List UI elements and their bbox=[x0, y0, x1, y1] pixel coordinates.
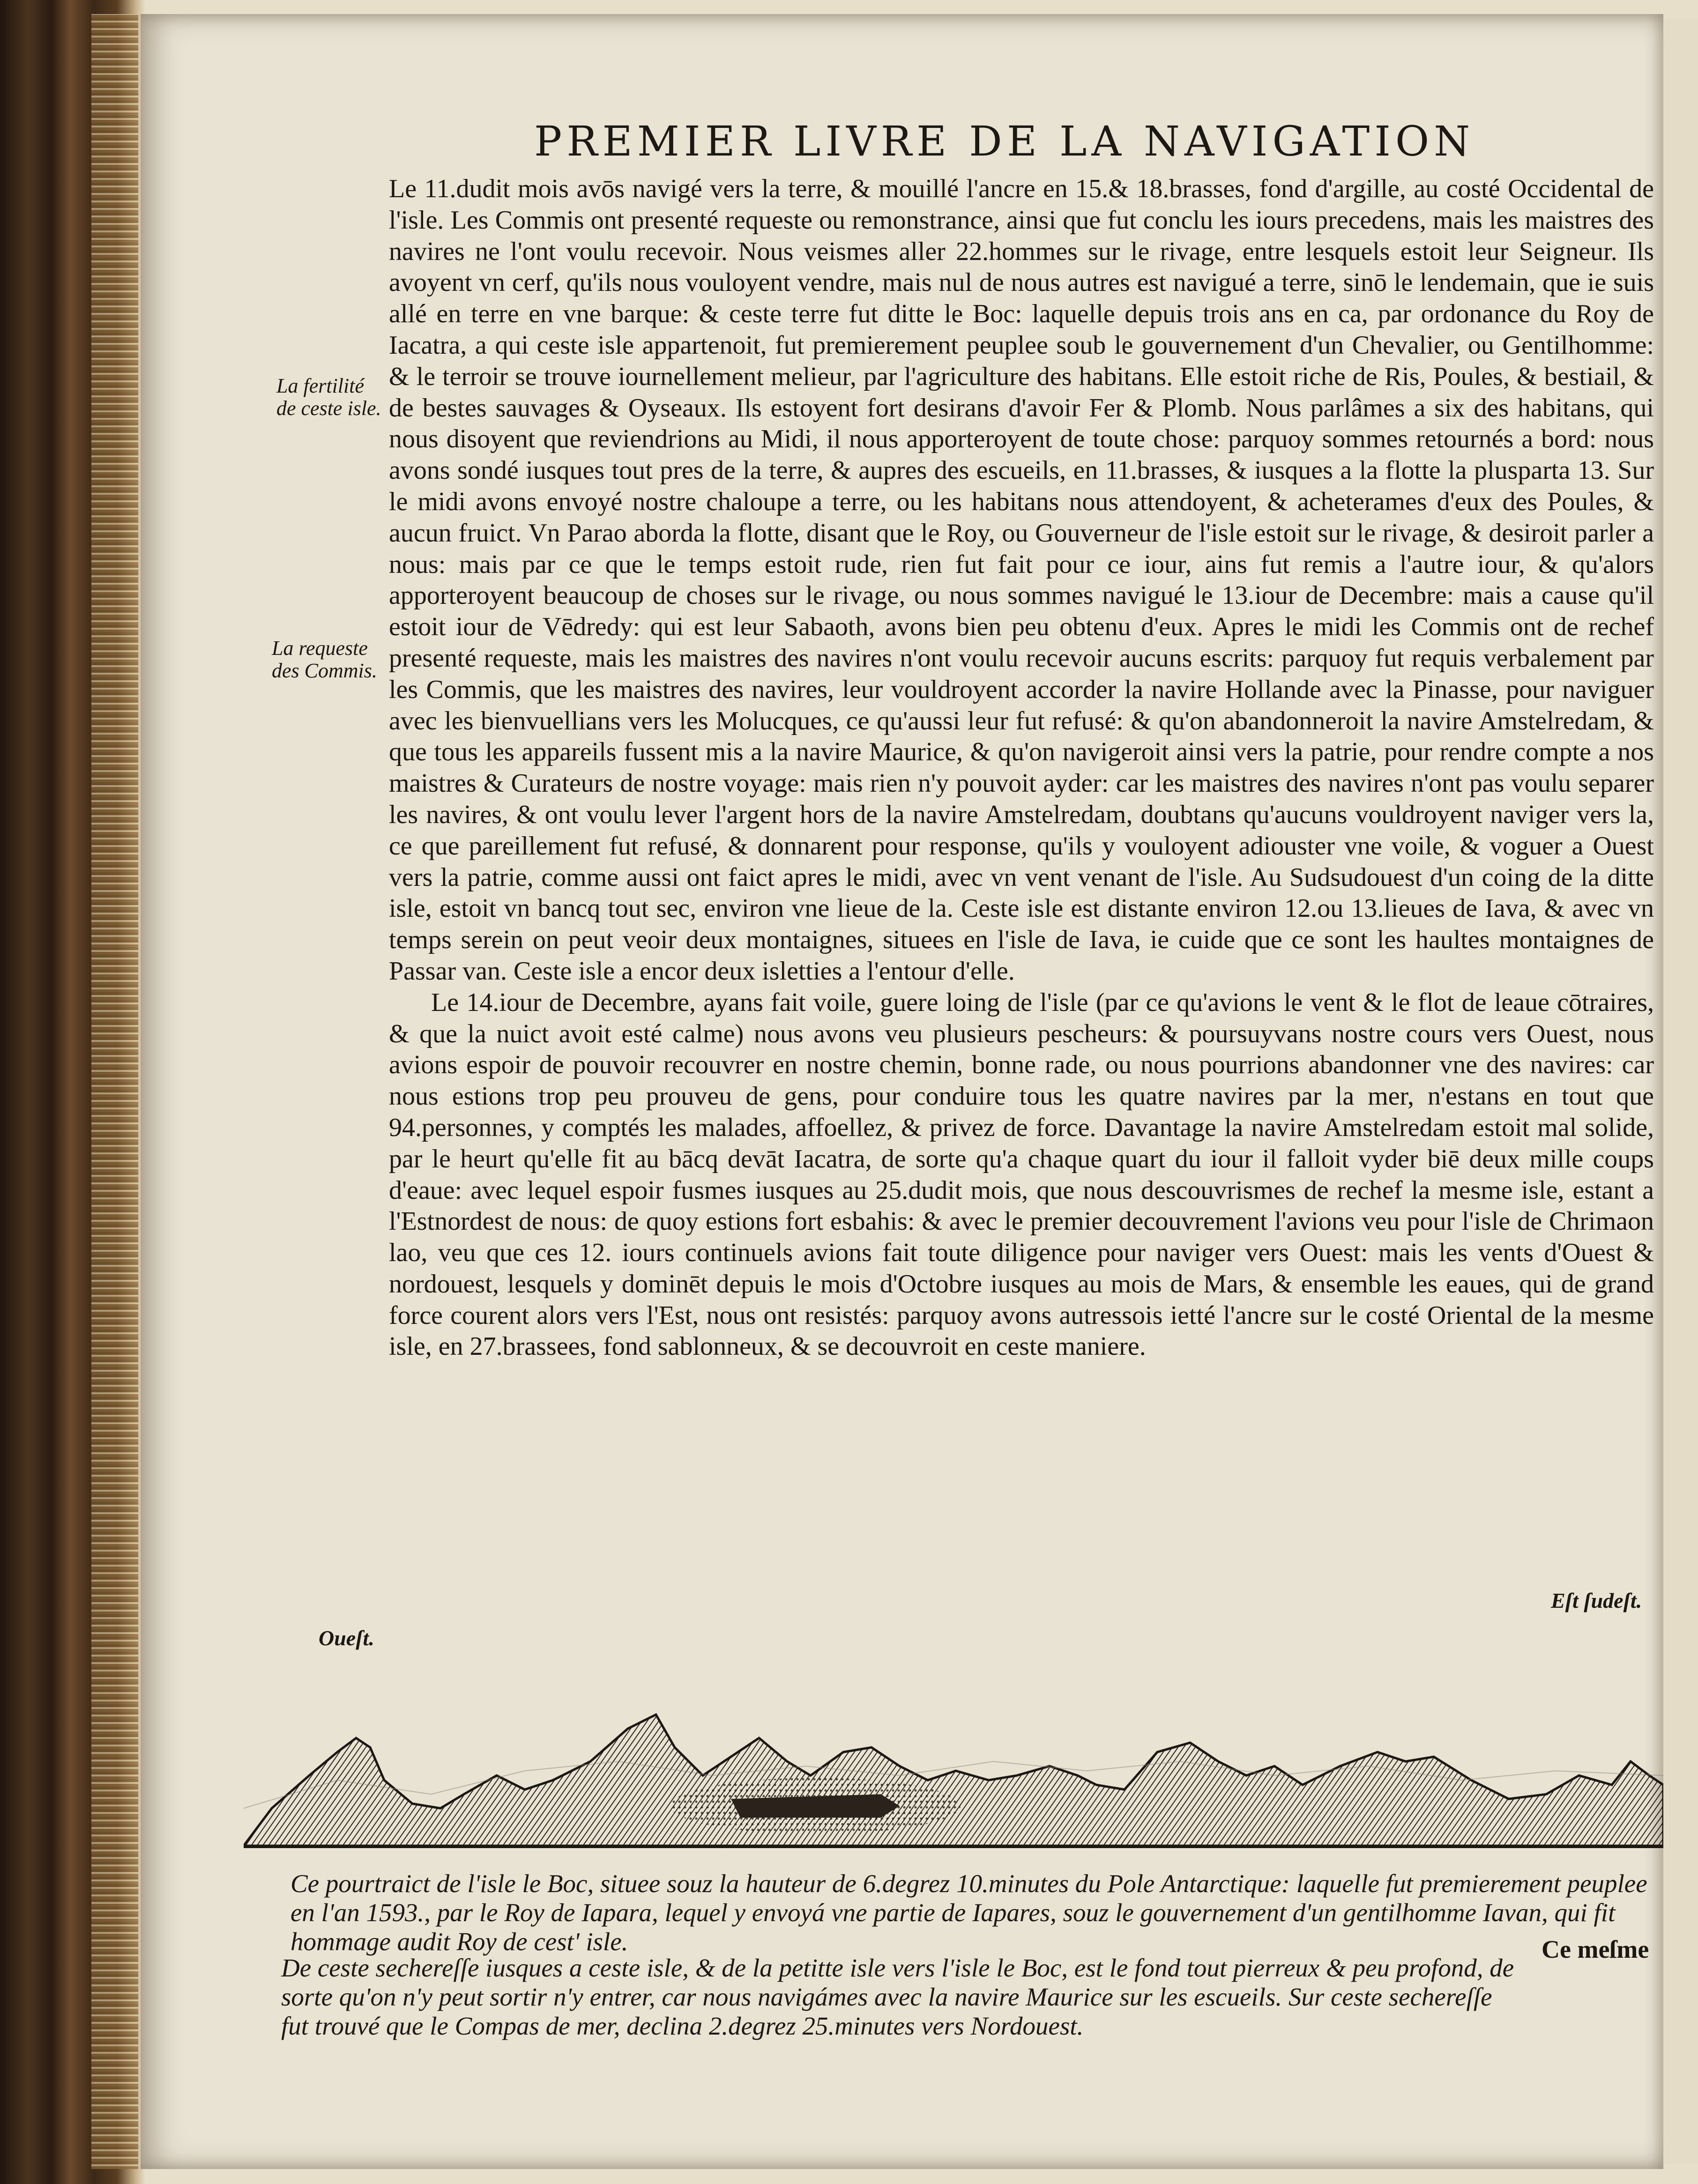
caption-island-profile: Ce pourtraict de l'isle le Boc, situee souz la hauteur de 6.degrez 10.minutes du Pole Antarctique: laquelle fut premierement peuplee en l'an 1593., par le Roy de Iapara, lequel y envoyá vne partie de Iapares, souz le gouvernement d'un gentilhomme Iavan, qui fit hommage audit Roy de cest' isle. bbox=[290, 1869, 1647, 1956]
paragraph-1: Le 11.dudit mois avōs navigé vers la terre, & mouillé l'ancre en 15.& 18.brasses, fond d'argille, au costé Occidental de l'isle. Les Commis ont presenté requeste ou remonstrance, ainsi que fut conclu les iours precedens, mais les maistres des navires ne l'ont voulu recevoir. Nous veismes aller 22.hommes sur le rivage, entre lesquels estoit leur Seigneur. Ils avoyent vn cerf, qu'ils nous vouloyent vendre, mais nul de nous autres est navigué a terre, sinō le lendemain, que ie suis allé en terre en vne barque: & ceste terre fut ditte le Boc: laquelle depuis trois ans en ca, par ordonance du Roy de Iacatra, a qui ceste isle appartenoit, fut premierement peuplee soub le gouvernement d'un Chevalier, ou Gentilhomme: & le terroir se trouve iournellement melieur, par l'agriculture des habitans. Elle estoit riche de Ris, Poules, & bestiail, & de bestes sauvages & Oyseaux. Ils estoyent fort desirans d'avoir Fer & Plomb. Nous parlâmes a six des habitans, qui nous disoyent que reviendrions au Midi, il nous apporteroyent de toute chose: parquoy sommes retournés a bord: nous avons sondé iusques tout pres de la terre, & aupres des escueils, en 11.brasses, & iusques a la flotte la plusparta 13. Sur le midi avons envoyé nostre chaloupe a terre, ou les habitans nous attendoyent, & acheterames d'eux des Poules, & aucun fruict. Vn Parao aborda la flotte, disant que le Roy, ou Gouverneur de l'isle estoit sur le rivage, & desiroit parler a nous: mais par ce que le temps estoit rude, rien fut fait pour ce iour, ains fut remis a l'autre iour, & qu'alors apporteroyent beaucoup de choses sur le rivage, ou nous sommes navigué le 13.iour de Decembre: mais a cause qu'il estoit iour de Vēdredy: qui est leur Sabaoth, avons bien peu obtenu d'eux. Apres le midi les Commis ont de rechef presenté requeste, mais les maistres des navires n'ont voulu recevoir aucuns escrits: parquoy fut requis verbalement par les Commis, que les maistres des navires, leur vouldroyent accorder la navire Hollande avec la Pinasse, pour naviguer avec les bienvuellians vers les Molucques, ce qu'aussi leur fut refusé: & qu'on abandonneroit la navire Amstelredam, & que tous les appareils fussent mis a la navire Maurice, & qu'on navigeroit ainsi vers la patrie, pour rendre compte a nos maistres & Curateurs de nostre voyage: mais rien n'y pouvoit ayder: car les maistres des navires n'ont pas voulu separer les navires, & ont voulu lever l'argent hors de la navire Amstelredam, doubtans qu'aucuns vouldroyent naviger vers la, ce que pareillement fut refusé, & donnarent pour response, qu'ils y vouloyent adiouster vne voile, & voguer a Ouest vers la patrie, comme aussi ont faict apres le midi, avec vn vent venant de l'isle. Au Sudsudouest d'un coing de la ditte isle, estoit vn bancq tout sec, environ vne lieue de la. Ceste isle est distante environ 12.ou 13.lieues de Iava, & avec vn temps serein on peut veoir deux montaignes, situees en l'isle de Iava, ie cuide que ce sont les haultes montaignes de Passar van. Ceste isle a encor deux isletties a l'entour d'elle. bbox=[389, 174, 1654, 986]
label-west: Oueſt. bbox=[319, 1626, 374, 1650]
margin-note-fertility: La fertilité de ceste isle. bbox=[276, 374, 381, 420]
paragraph-2: Le 14.iour de Decembre, ayans fait voile, guere loing de l'isle (par ce qu'avions le vent & le flot de leaue cōtraires, & que la nuict avoit esté calme) nous avons veu plusieurs pescheurs: & poursuyvans nostre cours vers Ouest, nous avions espoir de pouvoir recouvrer en nostre chemin, bonne rade, ou nous pourrions abandonner vne des navires: car nous estions trop peu prouveu de gens, pour conduire tous les quatre navires par la mer, n'estans en tout que 94.personnes, y comptés les malades, affoellez, & privez de force. Davantage la navire Amstelredam estoit mal solide, par le heurt qu'elle fit au bācq devāt Iacatra, de sorte qu'a chaque quart du iour il falloit vyder biē deux mille coups d'eaue: avec lequel espoir fusmes iusques au 25.dudit mois, que nous descouvrismes de rechef la mesme isle, estant a l'Estnordest de nous: de quoy estions fort esbahis: & avec le premier decouvrement l'avions veu pour l'isle de Chrimaon lao, veu que ces 12. iours continuels avions fait toute diligence pour naviger vers Ouest: mais les vents d'Ouest & nordouest, lesquels y dominēt depuis le mois d'Octobre iusques au mois de Mars, & ensemble les eaues, qui de grand force courent alors vers l'Est, nous ont resistés: parquoy avons autressois ietté l'ancre sur le costé Oriental de la mesme isle, en 27.brassees, fond sablonneux, & se decouvroit en ceste maniere. bbox=[389, 988, 1654, 1361]
margin-note-request: La requeste des Commis. bbox=[272, 637, 377, 682]
label-east-southeast: Eſt ſudeſt. bbox=[1551, 1589, 1642, 1612]
page-edges bbox=[91, 14, 138, 2169]
main-text bbox=[389, 173, 1654, 1362]
caption-shoal: De ceste sechereſſe iusques a ceste isle, & de la petitte isle vers l'isle le Boc, est le fond tout pierreux & peu profond, de sorte qu'on n'y peut sortir n'y entrer, car nous navigámes avec la navire Maurice sur les escueils. Sur ceste sechereſſe fut trouvé que le Compas de mer, declina 2.degrez 25.minutes vers Nordouest. bbox=[281, 1954, 1514, 2040]
shoal-engraving bbox=[665, 1771, 965, 1841]
catchword: Ce meſme bbox=[1542, 1935, 1649, 1963]
running-header: PREMIER LIVRE DE LA NAVIGATION bbox=[534, 117, 1475, 165]
facing-page-edge bbox=[1659, 19, 1698, 2164]
